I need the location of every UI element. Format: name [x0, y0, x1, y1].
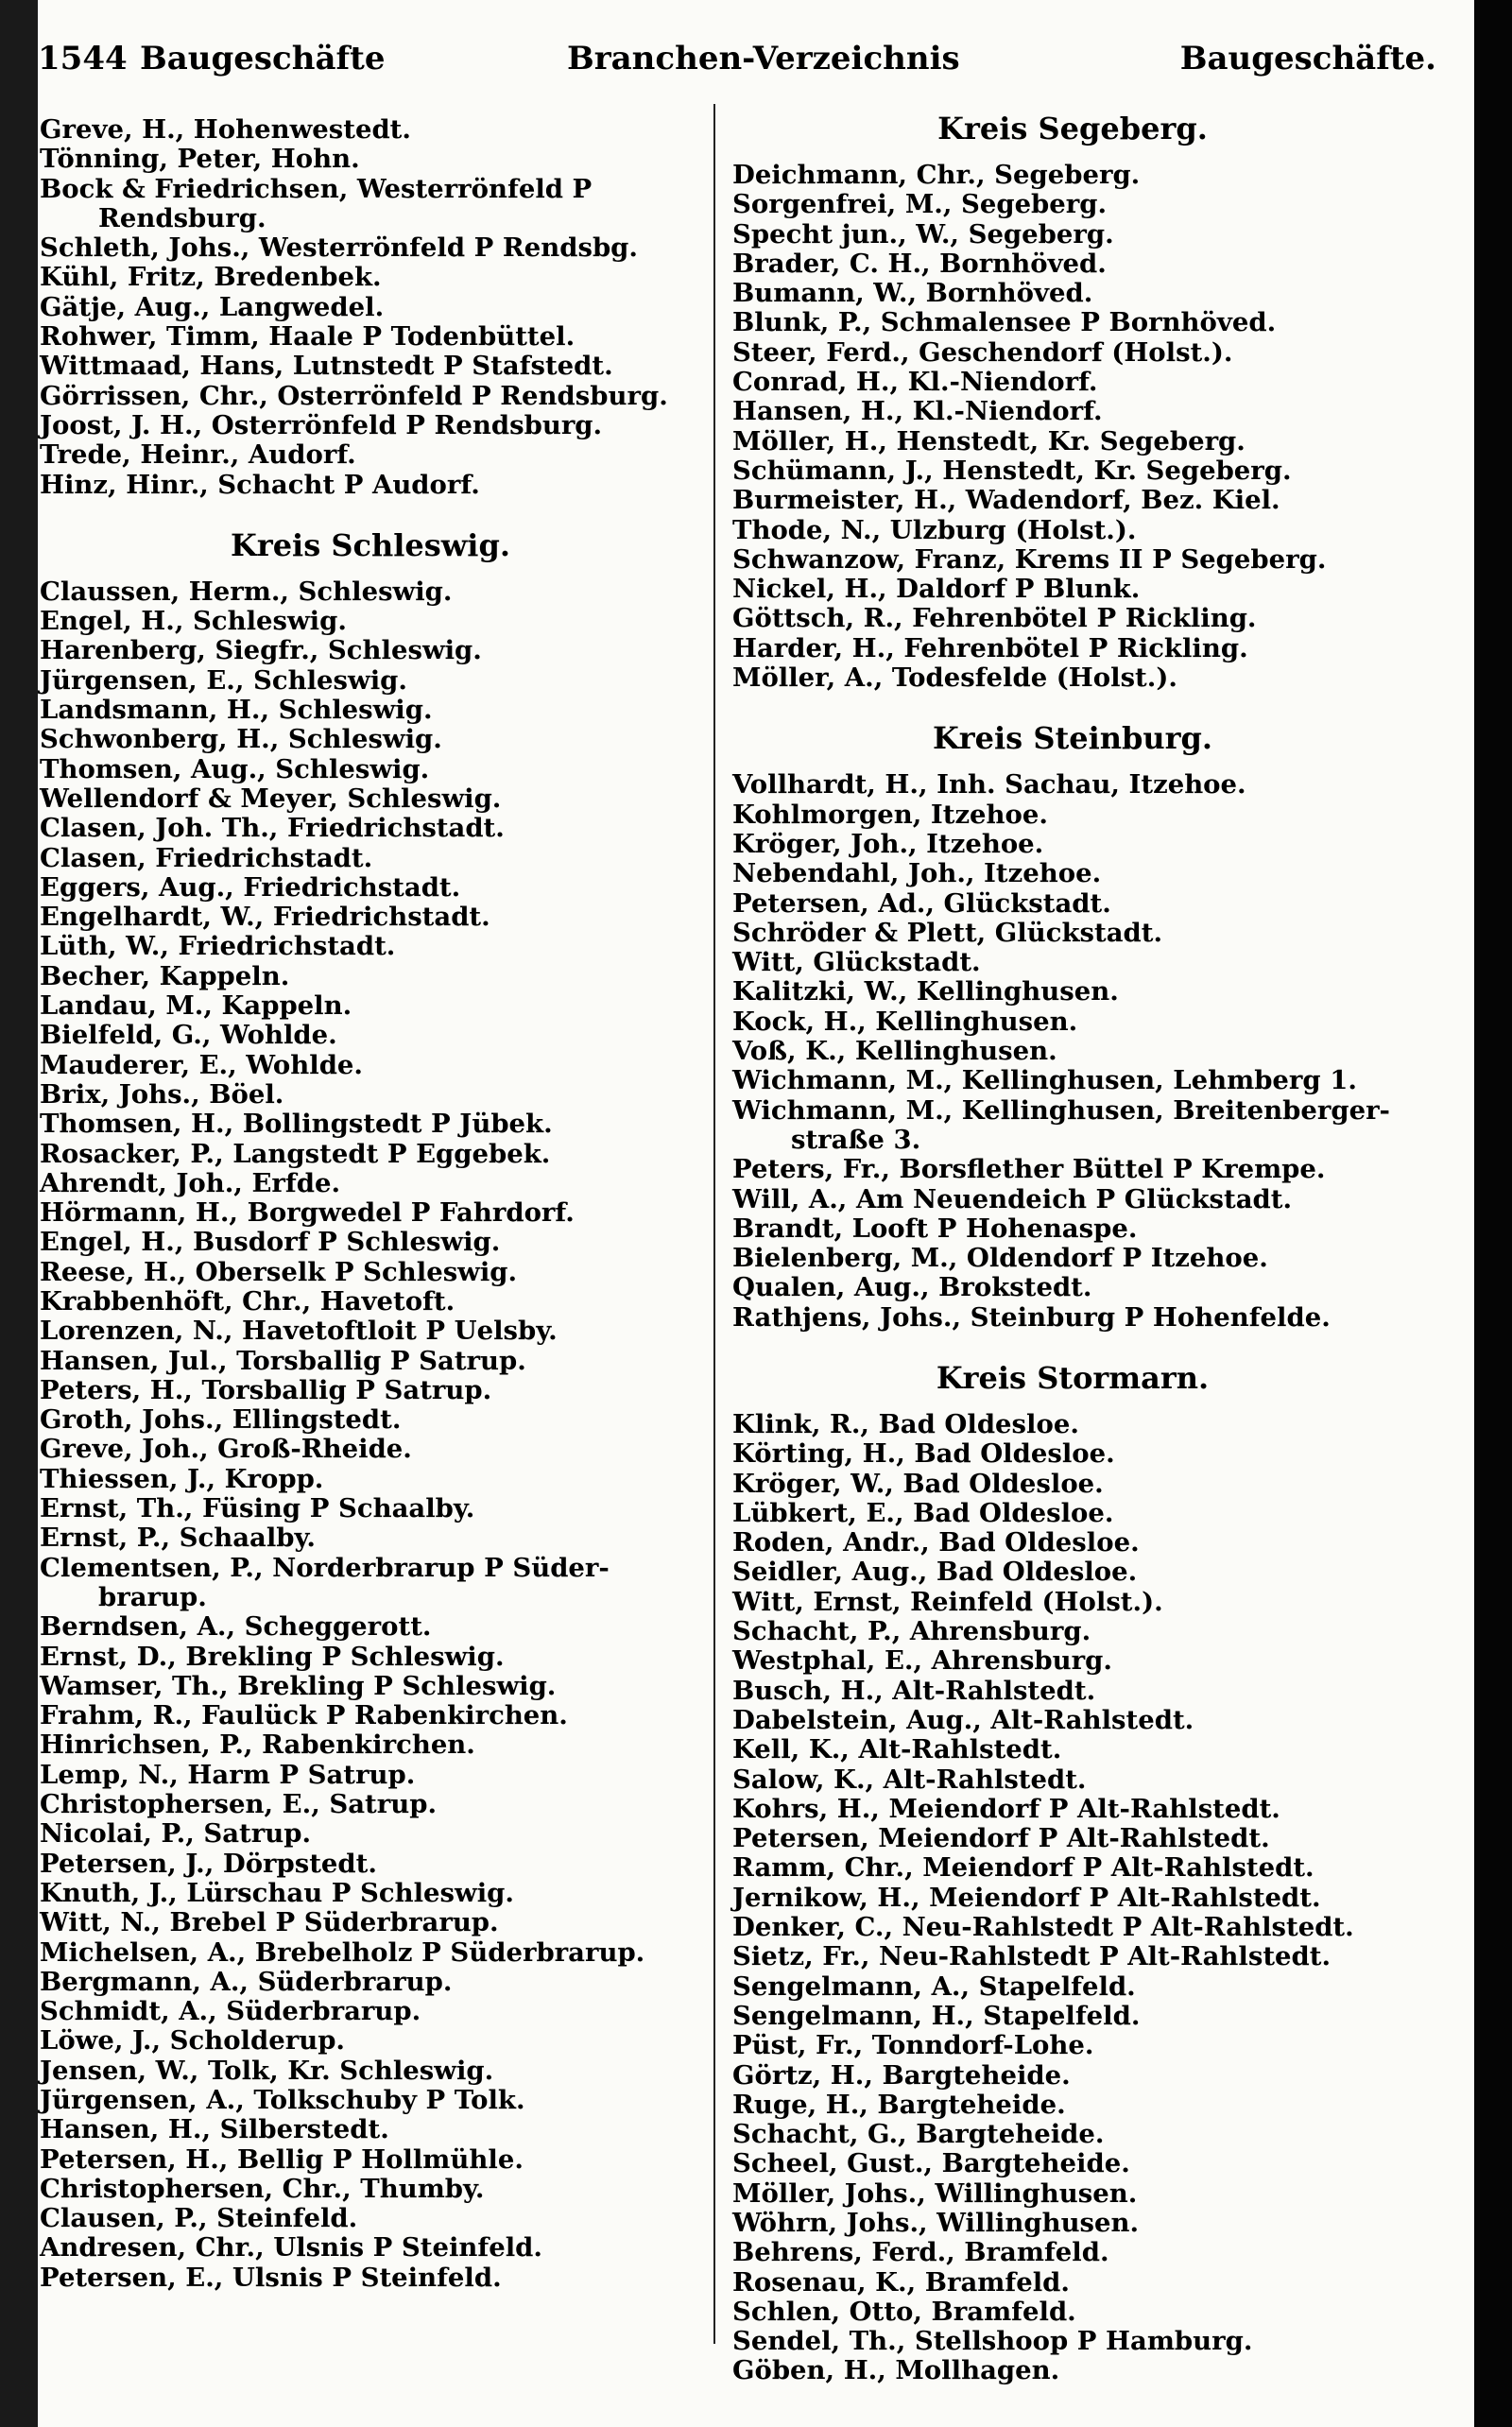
directory-entry: Christophersen, Chr., Thumby. [40, 2173, 485, 2204]
directory-entry: Harder, H., Fehrenbötel P Rickling. [732, 632, 1248, 663]
directory-entry: Will, A., Am Neuendeich P Glückstadt. [732, 1183, 1293, 1214]
directory-entry: Hansen, H., Kl.-Niendorf. [732, 396, 1103, 427]
section-heading-stormarn: Kreis Stormarn. [936, 1359, 1210, 1396]
directory-entry: Ramm, Chr., Meiendorf P Alt-Rahlstedt. [732, 1852, 1314, 1884]
directory-entry: Klink, R., Bad Oldesloe. [732, 1408, 1079, 1439]
directory-entry: Sendel, Th., Stellshoop P Hamburg. [732, 2326, 1253, 2357]
directory-entry: Schwanzow, Franz, Krems II P Segeberg. [732, 543, 1327, 575]
directory-entry: Hinz, Hinr., Schacht P Audorf. [40, 469, 480, 500]
directory-entry: Groth, Johs., Ellingstedt. [40, 1404, 402, 1436]
directory-entry: Ernst, Th., Füsing P Schaalby. [40, 1493, 475, 1524]
directory-entry: Bumann, W., Bornhöved. [732, 278, 1093, 309]
directory-entry: Lübkert, E., Bad Oldesloe. [732, 1497, 1114, 1528]
directory-entry: Vollhardt, H., Inh. Sachau, Itzehoe. [732, 769, 1246, 800]
directory-entry: Görtz, H., Bargteheide. [732, 2059, 1071, 2091]
entries-schleswig-list [40, 577, 701, 2293]
directory-entry: Körting, H., Bad Oldesloe. [732, 1438, 1115, 1470]
directory-entry: Möller, A., Todesfelde (Holst.). [732, 663, 1177, 694]
section-heading-segeberg: Kreis Segeberg. [937, 111, 1208, 146]
directory-entry: Kock, H., Kellinghusen. [732, 1006, 1078, 1037]
directory-entry-continuation: brarup. [98, 1581, 207, 1612]
directory-entry: Salow, K., Alt-Rahlstedt. [732, 1764, 1087, 1795]
directory-entry: Jernikow, H., Meiendorf P Alt-Rahlstedt. [732, 1882, 1321, 1913]
directory-entry: Reese, H., Oberselk P Schleswig. [40, 1256, 518, 1287]
directory-entry: Engelhardt, W., Friedrichstadt. [40, 902, 490, 933]
directory-entry: Wichmann, M., Kellinghusen, Breitenberger- [732, 1094, 1390, 1126]
directory-entry: Schacht, G., Bargteheide. [732, 2119, 1105, 2150]
directory-entry: Püst, Fr., Tonndorf-Lohe. [732, 2030, 1094, 2061]
page-header [38, 40, 1436, 89]
directory-entry: Kühl, Fritz, Bredenbek. [40, 262, 382, 293]
directory-entry: Rohwer, Timm, Haale P Todenbüttel. [40, 321, 576, 353]
directory-entry: Hinrichsen, P., Rabenkirchen. [40, 1730, 475, 1761]
directory-entry: Ruge, H., Bargteheide. [732, 2089, 1066, 2120]
header-center-title: Branchen-Verzeichnis [567, 40, 960, 77]
column-divider [713, 104, 715, 2344]
directory-entry: Sengelmann, A., Stapelfeld. [732, 1971, 1136, 2002]
directory-entry-continuation: Rendsburg. [98, 202, 266, 233]
directory-entry: Lemp, N., Harm P Satrup. [40, 1759, 416, 1790]
directory-entry: Frahm, R., Faulück P Rabenkirchen. [40, 1700, 568, 1731]
directory-entry: Berndsen, A., Scheggerott. [40, 1611, 432, 1643]
directory-entry: Gätje, Aug., Langwedel. [40, 291, 385, 322]
directory-entry: Voß, K., Kellinghusen. [732, 1036, 1057, 1067]
directory-entry: Lüth, W., Friedrichstadt. [40, 931, 396, 962]
directory-entry: Schacht, P., Ahrensburg. [732, 1616, 1091, 1647]
directory-entry: Möller, H., Henstedt, Kr. Segeberg. [732, 425, 1246, 456]
directory-entry: Sorgenfrei, M., Segeberg. [732, 189, 1108, 220]
directory-entry: Rosenau, K., Bramfeld. [732, 2266, 1070, 2298]
directory-entry: Petersen, J., Dörpstedt. [40, 1848, 377, 1879]
scan-right-edge [1474, 0, 1512, 2427]
header-right-title: Baugeschäfte. [1179, 40, 1436, 77]
directory-entry: Bock & Friedrichsen, Westerrönfeld P [40, 173, 593, 204]
directory-entry: Knuth, J., Lürschau P Schleswig. [40, 1877, 514, 1908]
directory-entry: Schümann, J., Henstedt, Kr. Segeberg. [732, 455, 1292, 486]
directory-entry: Landau, M., Kappeln. [40, 990, 352, 1022]
directory-entry: Wellendorf & Meyer, Schleswig. [40, 783, 502, 814]
directory-entry: Brandt, Looft P Hohenaspe. [732, 1213, 1138, 1244]
directory-entry: Göben, H., Mollhagen. [732, 2355, 1060, 2386]
directory-entry: Thomsen, H., Bollingstedt P Jübek. [40, 1109, 553, 1140]
directory-entry: Bergmann, A., Süderbrarup. [40, 1966, 453, 1997]
directory-entry: Görrissen, Chr., Osterrönfeld P Rendsburg. [40, 380, 668, 411]
directory-entry: Peters, Fr., Borsflether Büttel P Krempe. [732, 1154, 1326, 1185]
directory-entry: Peters, H., Torsballig P Satrup. [40, 1374, 492, 1405]
directory-entry: Petersen, H., Bellig P Hollmühle. [40, 2143, 524, 2175]
entries-segeberg-list [732, 161, 1413, 693]
left-column [40, 115, 701, 2293]
directory-entry: Ernst, D., Brekling P Schleswig. [40, 1641, 505, 1672]
directory-entry: Qualen, Aug., Brokstedt. [732, 1272, 1092, 1303]
directory-entry: Schwonberg, H., Schleswig. [40, 724, 442, 755]
directory-entry: Kalitzki, W., Kellinghusen. [732, 976, 1119, 1007]
directory-entry: Rathjens, Johs., Steinburg P Hohenfelde. [732, 1301, 1331, 1333]
directory-entry: Christophersen, E., Satrup. [40, 1789, 438, 1820]
directory-entry: Petersen, Ad., Glückstadt. [732, 887, 1111, 919]
directory-entry: Kohlmorgen, Itzehoe. [732, 799, 1048, 830]
directory-entry: Wamser, Th., Brekling P Schleswig. [40, 1670, 557, 1701]
directory-entry: Brix, Johs., Böel. [40, 1078, 284, 1110]
directory-entry: Engel, H., Busdorf P Schleswig. [40, 1227, 501, 1258]
directory-entry: Witt, Glückstadt. [732, 947, 981, 978]
directory-entry: Michelsen, A., Brebelholz P Süderbrarup. [40, 1936, 645, 1968]
directory-entry: Thomsen, Aug., Schleswig. [40, 753, 430, 784]
directory-entry: Jensen, W., Tolk, Kr. Schleswig. [40, 2055, 494, 2086]
directory-entry: Harenberg, Siegfr., Schleswig. [40, 635, 482, 666]
directory-entry: Kröger, W., Bad Oldesloe. [732, 1468, 1104, 1499]
directory-entry: Hansen, Jul., Torsballig P Satrup. [40, 1345, 526, 1376]
directory-entry: Westphal, E., Ahrensburg. [732, 1645, 1112, 1677]
directory-entry: Brader, C. H., Bornhöved. [732, 248, 1107, 279]
directory-entry: Witt, Ernst, Reinfeld (Holst.). [732, 1586, 1163, 1617]
entries-top-list [40, 115, 701, 500]
directory-entry: Lorenzen, N., Havetoftloit P Uelsby. [40, 1316, 558, 1347]
directory-entry: Steer, Ferd., Geschendorf (Holst.). [732, 336, 1233, 368]
directory-entry: Schlen, Otto, Bramfeld. [732, 2296, 1076, 2327]
directory-entry: Bielfeld, G., Wohlde. [40, 1020, 337, 1051]
directory-entry: Möller, Johs., Willinghusen. [732, 2177, 1138, 2209]
directory-entry: Becher, Kappeln. [40, 960, 290, 991]
directory-entry: Clasen, Friedrichstadt. [40, 842, 373, 873]
directory-entry: Thode, N., Ulzburg (Holst.). [732, 514, 1137, 545]
directory-entry: Scheel, Gust., Bargteheide. [732, 2148, 1130, 2179]
scan-left-edge [0, 0, 38, 2427]
directory-entry: Wittmaad, Hans, Lutnstedt P Stafstedt. [40, 351, 613, 382]
directory-entry: Löwe, J., Scholderup. [40, 2025, 345, 2057]
header-left-title: Baugeschäfte [140, 40, 386, 77]
section-heading-schleswig: Kreis Schleswig. [231, 526, 510, 563]
directory-entry: Schröder & Plett, Glückstadt. [732, 917, 1163, 948]
directory-entry: Thiessen, J., Kropp. [40, 1463, 324, 1494]
directory-entry: Tönning, Peter, Hohn. [40, 144, 360, 175]
directory-entry: Greve, Joh., Groß-Rheide. [40, 1434, 412, 1465]
directory-entry: Nickel, H., Daldorf P Blunk. [732, 574, 1141, 605]
directory-entry: Clementsen, P., Norderbrarup P Süder- [40, 1552, 610, 1583]
directory-entry: Kohrs, H., Meiendorf P Alt-Rahlstedt. [732, 1793, 1280, 1824]
directory-entry: Blunk, P., Schmalensee P Bornhöved. [732, 307, 1277, 338]
directory-entry: Specht jun., W., Segeberg. [732, 218, 1114, 250]
directory-entry-continuation: straße 3. [791, 1124, 921, 1155]
directory-entry: Hörmann, H., Borgwedel P Fahrdorf. [40, 1197, 575, 1229]
entries-steinburg-list [732, 770, 1413, 1333]
directory-entry: Sengelmann, H., Stapelfeld. [732, 2000, 1141, 2031]
directory-entry: Schmidt, A., Süderbrarup. [40, 1996, 421, 2027]
directory-entry: Deichmann, Chr., Segeberg. [732, 160, 1141, 190]
directory-entry: Ahrendt, Joh., Erfde. [40, 1167, 341, 1198]
directory-entry: Greve, H., Hohenwestedt. [40, 114, 411, 145]
directory-entry: Busch, H., Alt-Rahlstedt. [732, 1675, 1096, 1706]
directory-entry: Petersen, Meiendorf P Alt-Rahlstedt. [732, 1823, 1270, 1854]
directory-entry: Burmeister, H., Wadendorf, Bez. Kiel. [732, 485, 1280, 516]
directory-entry: Roden, Andr., Bad Oldesloe. [732, 1527, 1140, 1558]
directory-entry: Jürgensen, A., Tolkschuby P Tolk. [40, 2085, 525, 2115]
directory-entry: Dabelstein, Aug., Alt-Rahlstedt. [732, 1704, 1194, 1735]
directory-entry: Engel, H., Schleswig. [40, 606, 347, 637]
directory-entry: Trede, Heinr., Audorf. [40, 439, 356, 471]
section-heading-steinburg: Kreis Steinburg. [932, 720, 1213, 757]
directory-entry: Göttsch, R., Fehrenbötel P Rickling. [732, 603, 1257, 634]
directory-entry: Joost, J. H., Osterrönfeld P Rendsburg. [40, 409, 603, 440]
directory-entry: Seidler, Aug., Bad Oldesloe. [732, 1557, 1138, 1588]
directory-entry: Hansen, H., Silberstedt. [40, 2114, 389, 2145]
directory-entry: Petersen, E., Ulsnis P Steinfeld. [40, 2262, 502, 2293]
directory-entry: Kröger, Joh., Itzehoe. [732, 828, 1044, 859]
directory-entry: Eggers, Aug., Friedrichstadt. [40, 871, 461, 903]
directory-entry: Claussen, Herm., Schleswig. [40, 576, 453, 607]
directory-entry: Kell, K., Alt-Rahlstedt. [732, 1734, 1062, 1765]
entries-stormarn-list [732, 1410, 1413, 2386]
directory-entry: Bielenberg, M., Oldendorf P Itzehoe. [732, 1243, 1268, 1274]
directory-entry: Wöhrn, Johs., Willinghusen. [732, 2208, 1140, 2238]
directory-entry: Conrad, H., Kl.-Niendorf. [732, 367, 1098, 398]
directory-entry: Nicolai, P., Satrup. [40, 1818, 312, 1850]
directory-entry: Behrens, Ferd., Bramfeld. [732, 2237, 1109, 2268]
directory-entry: Denker, C., Neu-Rahlstedt P Alt-Rahlstedt. [732, 1912, 1354, 1943]
directory-entry: Clasen, Joh. Th., Friedrichstadt. [40, 813, 505, 844]
directory-entry: Ernst, P., Schaalby. [40, 1523, 316, 1554]
directory-entry: Landsmann, H., Schleswig. [40, 695, 433, 726]
right-column [732, 111, 1413, 2386]
directory-entry: Krabbenhöft, Chr., Havetoft. [40, 1285, 455, 1317]
directory-entry: Rosacker, P., Langstedt P Eggebek. [40, 1138, 551, 1169]
directory-entry: Mauderer, E., Wohlde. [40, 1049, 364, 1080]
directory-entry: Andresen, Chr., Ulsnis P Steinfeld. [40, 2232, 542, 2263]
directory-entry: Schleth, Johs., Westerrönfeld P Rendsbg. [40, 232, 638, 264]
directory-entry: Wichmann, M., Kellinghusen, Lehmberg 1. [732, 1065, 1357, 1096]
page-number: 1544 [38, 40, 128, 77]
directory-entry: Nebendahl, Joh., Itzehoe. [732, 858, 1102, 889]
directory-entry: Jürgensen, E., Schleswig. [40, 664, 407, 696]
directory-entry: Sietz, Fr., Neu-Rahlstedt P Alt-Rahlstedt. [732, 1941, 1332, 1972]
directory-entry: Clausen, P., Steinfeld. [40, 2203, 358, 2234]
directory-entry: Witt, N., Brebel P Süderbrarup. [40, 1907, 499, 1938]
